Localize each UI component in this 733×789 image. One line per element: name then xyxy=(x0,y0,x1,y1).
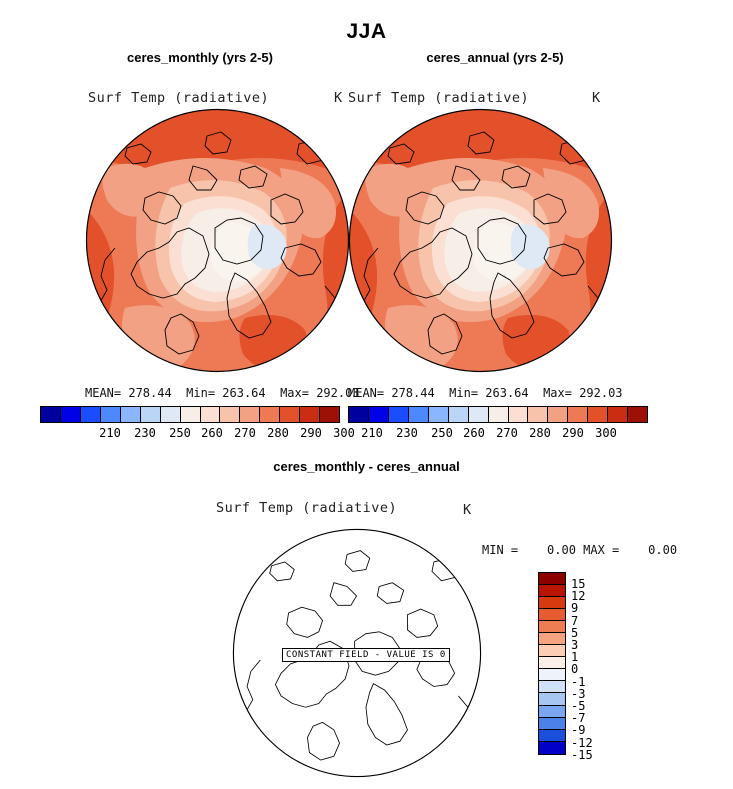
diff-tick-13: -12 xyxy=(571,736,593,750)
panel1-tick-4: 270 xyxy=(234,426,256,440)
panel1-colorbar xyxy=(40,406,355,444)
panel2-variable-label: Surf Temp (radiative) xyxy=(348,90,530,106)
difference-colorbar-cells xyxy=(538,572,566,755)
panel1-tick-1: 230 xyxy=(134,426,156,440)
panel1-tick-7: 300 xyxy=(333,426,355,440)
diff-tick-2: 9 xyxy=(571,601,579,615)
diff-tick-12: -9 xyxy=(571,723,586,737)
panel2-colorbar-cells xyxy=(348,406,648,423)
panel2-tick-2: 250 xyxy=(431,426,453,440)
panel1-tick-5: 280 xyxy=(267,426,289,440)
diff-tick-11: -7 xyxy=(571,711,586,725)
panel2-tick-4: 270 xyxy=(496,426,518,440)
panel1-tick-6: 290 xyxy=(300,426,322,440)
map-ceres-annual xyxy=(348,108,613,373)
panel2-tick-7: 300 xyxy=(595,426,617,440)
map-ceres-monthly-svg xyxy=(85,108,350,373)
panel3-variable-label: Surf Temp (radiative) xyxy=(216,500,398,516)
diff-tick-5: 3 xyxy=(571,638,579,652)
panel2-tick-5: 280 xyxy=(529,426,551,440)
diff-tick-4: 5 xyxy=(571,626,579,640)
constant-field-annotation: CONSTANT FIELD - VALUE IS 0 xyxy=(282,648,450,662)
panel2-units-label: K xyxy=(592,90,601,106)
diff-tick-10: -5 xyxy=(571,699,586,713)
diff-tick-3: 7 xyxy=(571,614,579,628)
panel1-colorbar-ticks xyxy=(40,426,355,444)
panel2-stats: MEAN= 278.44 Min= 263.64 Max= 292.03 xyxy=(348,386,623,400)
panel2-tick-3: 260 xyxy=(463,426,485,440)
diff-tick-1: 12 xyxy=(571,589,586,603)
diff-tick-7: 0 xyxy=(571,662,579,676)
panel1-tick-0: 210 xyxy=(99,426,121,440)
panel2-tick-0: 210 xyxy=(361,426,383,440)
panel1-tick-2: 250 xyxy=(169,426,191,440)
panel2-colorbar-ticks xyxy=(348,426,648,444)
panel1-tick-3: 260 xyxy=(201,426,223,440)
panel2-colorbar xyxy=(348,406,648,444)
panel1-units-label: K xyxy=(334,90,343,106)
panel1-stats: MEAN= 278.44 Min= 263.64 Max= 292.03 xyxy=(85,386,360,400)
map-ceres-monthly xyxy=(85,108,350,373)
panel-title-ceres-annual: ceres_annual (yrs 2-5) xyxy=(426,50,564,65)
diff-tick-6: 1 xyxy=(571,650,579,664)
panel3-units-label: K xyxy=(463,502,472,518)
panel-title-ceres-monthly: ceres_monthly (yrs 2-5) xyxy=(127,50,273,65)
panel3-minmax: MIN = 0.00 MAX = 0.00 xyxy=(482,543,678,557)
panel1-variable-label: Surf Temp (radiative) xyxy=(88,90,270,106)
panel2-tick-1: 230 xyxy=(396,426,418,440)
diff-tick-9: -3 xyxy=(571,687,586,701)
main-title: JJA xyxy=(346,20,387,43)
panel1-colorbar-cells xyxy=(40,406,340,423)
diff-tick-8: -1 xyxy=(571,675,586,689)
diff-tick-14: -15 xyxy=(571,748,593,762)
map-ceres-annual-svg xyxy=(348,108,613,373)
diff-tick-0: 15 xyxy=(571,577,586,591)
panel2-tick-6: 290 xyxy=(562,426,584,440)
panel-title-difference: ceres_monthly - ceres_annual xyxy=(273,459,460,474)
